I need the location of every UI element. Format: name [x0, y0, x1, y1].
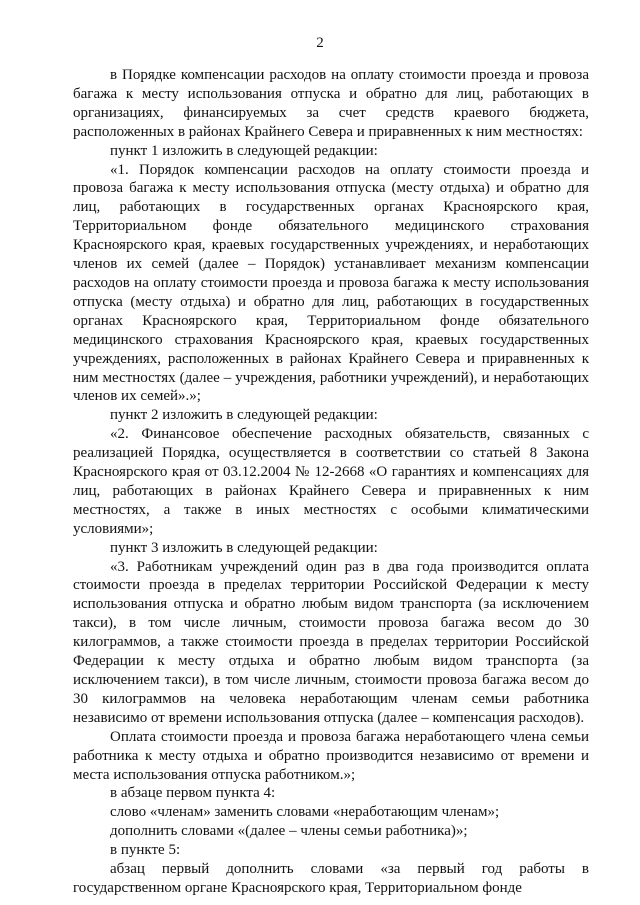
- point-3-text: «3. Работникам учреждений один раз в два года производится оплата стоимости проезда в пределах территории Российской Федерации к месту использования отпуска и обратно любым видом транспорта (за исключением такси), в том числе личным, стоимости провоза багажа весом до 30 килограммов, а также стоимости проезда в пределах территории Российской Федерации к месту отдыха и обратно любым видом транспорта (за исключением такси), в том числе личным, стоимости провоза багажа весом до 30 килограммов на человека неработающим членам семьи работника независимо от времени использования отпуска (далее – компенсация расходов).: [73, 558, 589, 726]
- point-4-heading: в абзаце первом пункта 4:: [110, 785, 276, 802]
- point-3-second-paragraph: Оплата стоимости проезда и провоза багажа неработающего члена семьи работника к месту отдыха и обратно производится независимо от времени и места использования отпуска работником.»;: [73, 728, 589, 783]
- page-number: 2: [316, 35, 324, 51]
- point-4-change-2: дополнить словами «(далее – члены семьи работника)»;: [110, 823, 468, 840]
- point-5-change-1: абзац первый дополнить словами «за первый год работы в государственном органе Красноярского края, Территориальном фонде: [73, 861, 589, 896]
- point-3-heading: пункт 3 изложить в следующей редакции:: [110, 539, 378, 556]
- point-2-text: «2. Финансовое обеспечение расходных обязательств, связанных с реализацией Порядка, осуществляется в соответствии со статьей 8 Закона Красноярского края от 03.12.2004 № 12-2668 «О гарантиях и компенсациях для лиц, работающих в районах Крайнего Севера и приравненных к ним местностях, а также в иных местностях с особыми климатическими условиями»;: [73, 426, 589, 537]
- point-4-change-1: слово «членам» заменить словами «неработающим членам»;: [110, 804, 500, 821]
- point-5-heading: в пункте 5:: [110, 842, 181, 859]
- intro-paragraph: в Порядке компенсации расходов на оплату стоимости проезда и провоза багажа к месту использования отпуска и обратно для лиц, работающих в организациях, финансируемых за счет средств краевого бюджета, расположенных в районах Крайнего Севера и приравненных к ним местностях:: [73, 67, 589, 140]
- point-2-heading: пункт 2 изложить в следующей редакции:: [110, 407, 378, 424]
- point-1-heading: пункт 1 изложить в следующей редакции:: [110, 142, 378, 159]
- point-1-text: «1. Порядок компенсации расходов на оплату стоимости проезда и провоза багажа к месту использования отпуска (месту отдыха) и обратно для лиц, работающих в государственных органах Красноярского края, Территориальном фонде обязательного медицинского страхования Красноярского края, краевых государственных учреждениях, и неработающих членов их семей (далее – Порядок) устанавливает механизм компенсации расходов на оплату стоимости проезда и провоза багажа к месту использования отпуска (месту отдыха) и обратно для лиц, работающих в государственных органах Красноярского края, Территориальном фонде обязательного медицинского страхования Красноярского края, краевых государственных учреждениях, расположенных в районах Крайнего Севера и приравненных к ним местностях (далее – учреждения, работники учреждений), и неработающих членов их семей».»;: [73, 161, 589, 405]
- document-body: [73, 66, 589, 898]
